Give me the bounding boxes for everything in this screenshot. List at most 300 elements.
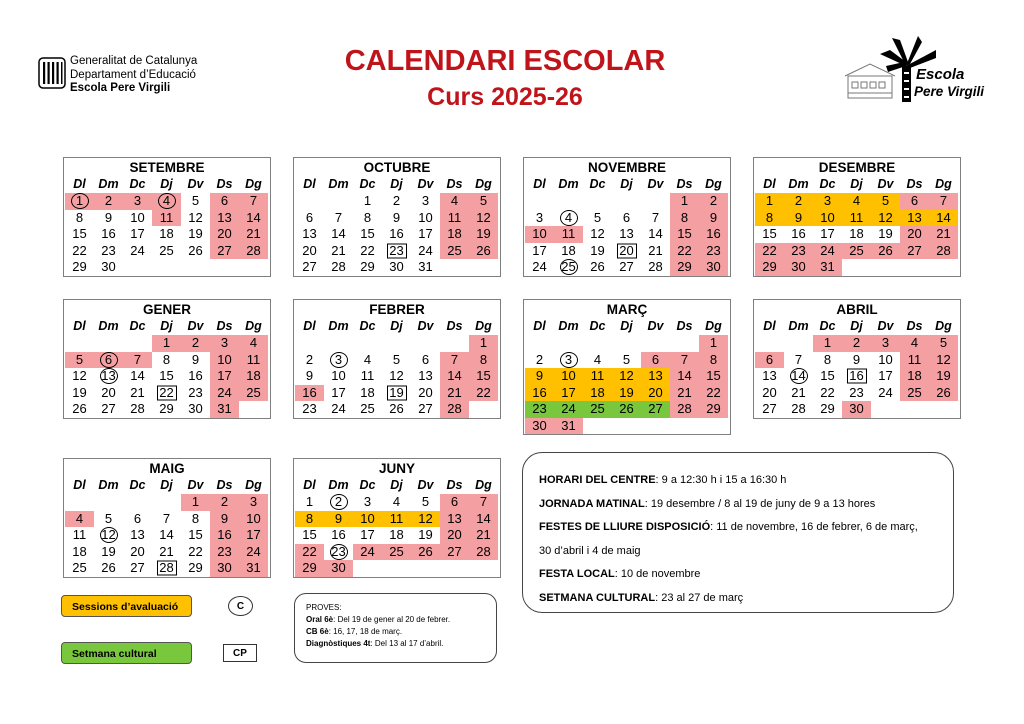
month-novembre <box>523 157 731 277</box>
day-cell: 22 <box>360 242 375 258</box>
day-cell: 15 <box>360 226 375 241</box>
day-cell: 21 <box>648 242 663 258</box>
day-cell: 21 <box>159 543 174 559</box>
day-cell: 21 <box>440 385 469 402</box>
day-cell: 11 <box>842 210 871 227</box>
day-cell: 21 <box>670 385 699 402</box>
weekday-header: Dc <box>129 478 146 492</box>
day-cell: 15 <box>188 527 203 542</box>
day-cell: 24 <box>239 544 268 561</box>
institution-line-1: Generalitat de Catalunya <box>70 55 198 67</box>
day-cell: 7 <box>929 193 958 210</box>
day-cell: 25 <box>554 259 583 276</box>
proves-diag-text: : Del 13 al 17 d’abril. <box>370 639 444 648</box>
proves-box <box>294 593 497 663</box>
day-cell: 30 <box>389 259 404 274</box>
day-cell: 14 <box>130 368 145 383</box>
day-cell: 31 <box>418 259 433 274</box>
day-cell: 18 <box>849 226 864 241</box>
weekday-header: Ds <box>446 177 463 191</box>
month-grid <box>64 477 270 577</box>
weekday-header: Dj <box>850 177 863 191</box>
weekday-header: Dv <box>417 319 434 333</box>
day-cell: 12 <box>411 511 440 528</box>
day-cell: 25 <box>842 243 871 260</box>
day-cell: 8 <box>755 210 784 227</box>
day-cell: 6 <box>641 352 670 369</box>
empty-cell <box>755 335 784 352</box>
day-cell: 7 <box>469 494 498 511</box>
day-cell: 2 <box>392 193 401 208</box>
day-cell: 17 <box>820 226 835 241</box>
weekday-header: Ds <box>906 319 923 333</box>
day-cell: 29 <box>159 401 174 416</box>
day-cell: 3 <box>363 494 372 509</box>
weekday-header: Dg <box>935 177 952 191</box>
day-cell: 3 <box>421 193 430 208</box>
day-cell: 10 <box>331 368 346 383</box>
day-cell: 2 <box>210 494 239 511</box>
day-cell: 25 <box>72 560 87 575</box>
day-cell: 24 <box>130 242 145 258</box>
day-cell: 15 <box>302 527 317 542</box>
day-cell: 18 <box>561 242 576 258</box>
day-cell: 2 <box>94 193 123 210</box>
month-grid <box>754 176 960 276</box>
weekday-header: Dj <box>620 319 633 333</box>
day-cell: 10 <box>210 352 239 369</box>
day-cell: 30 <box>324 560 353 577</box>
day-cell: 1 <box>363 193 372 208</box>
day-cell: 28 <box>929 243 958 260</box>
day-cell: 23 <box>302 401 317 416</box>
day-cell: 19 <box>72 384 87 400</box>
month-grid <box>64 176 270 276</box>
day-cell: 10 <box>813 210 842 227</box>
day-cell: 24 <box>878 384 893 400</box>
day-cell: 12 <box>94 527 123 544</box>
info-festes <box>539 516 953 540</box>
day-cell: 16 <box>842 368 871 385</box>
weekday-header: Dj <box>620 177 633 191</box>
empty-cell <box>641 335 670 352</box>
day-cell: 2 <box>842 335 871 352</box>
day-cell: 30 <box>699 259 728 276</box>
day-cell: 19 <box>382 385 411 402</box>
weekday-header: Dg <box>245 177 262 191</box>
day-cell: 14 <box>331 226 346 241</box>
day-cell: 25 <box>239 385 268 402</box>
day-cell: 5 <box>191 193 200 208</box>
day-cell: 6 <box>755 352 784 369</box>
day-cell: 17 <box>532 242 547 258</box>
weekday-header: Dv <box>417 177 434 191</box>
day-cell: 3 <box>554 352 583 369</box>
weekday-header: Dl <box>763 319 776 333</box>
day-cell: 22 <box>699 385 728 402</box>
institution-line-3: Escola Pere Virgili <box>70 82 171 94</box>
info-festes-text: : 11 de novembre, 16 de febrer, 6 de març, <box>710 521 918 533</box>
day-cell: 5 <box>104 510 113 526</box>
day-cell: 4 <box>363 351 372 367</box>
day-cell: 3 <box>813 193 842 210</box>
day-cell: 14 <box>648 226 663 241</box>
day-cell: 27 <box>641 401 670 418</box>
month-name: MARÇ <box>606 302 648 317</box>
weekday-header: Ds <box>446 319 463 333</box>
day-cell: 18 <box>900 368 929 385</box>
day-cell: 31 <box>210 401 239 418</box>
day-cell: 3 <box>123 193 152 210</box>
weekday-header: Dm <box>328 478 349 492</box>
info-horari-text: : 9 a 12:30 h i 15 a 16:30 h <box>655 474 787 486</box>
empty-cell <box>94 335 123 352</box>
month-maig <box>63 458 271 578</box>
day-cell: 20 <box>418 384 433 400</box>
weekday-header: Dg <box>475 177 492 191</box>
day-cell: 4 <box>554 210 583 227</box>
day-cell: 11 <box>583 368 612 385</box>
empty-cell <box>65 335 94 352</box>
info-festa-local <box>539 563 953 587</box>
day-cell: 7 <box>651 209 660 225</box>
day-cell: 27 <box>302 259 317 274</box>
day-cell: 9 <box>699 210 728 227</box>
day-cell: 12 <box>188 209 203 225</box>
empty-cell <box>612 193 641 210</box>
day-cell: 1 <box>813 335 842 352</box>
day-cell: 10 <box>130 209 145 225</box>
day-cell: 29 <box>699 401 728 418</box>
day-cell: 22 <box>152 385 181 402</box>
weekday-header: Dv <box>647 319 664 333</box>
day-cell: 4 <box>593 351 602 367</box>
day-cell: 16 <box>331 527 346 542</box>
proves-diag <box>306 638 496 650</box>
info-setmana <box>539 587 953 611</box>
proves-cb <box>306 626 496 638</box>
day-cell: 21 <box>130 384 145 400</box>
day-cell: 7 <box>123 352 152 369</box>
day-cell: 23 <box>188 384 203 400</box>
month-grid <box>64 318 270 418</box>
info-jornada-label: JORNADA MATINAL <box>539 497 645 510</box>
weekday-header: Dg <box>705 177 722 191</box>
day-cell: 13 <box>641 368 670 385</box>
empty-cell <box>440 335 469 352</box>
day-cell: 22 <box>469 385 498 402</box>
logo-text-2: Pere Virgili <box>914 84 985 99</box>
day-cell: 2 <box>324 494 353 511</box>
day-cell: 29 <box>188 560 203 575</box>
day-cell: 14 <box>929 210 958 227</box>
day-cell: 1 <box>670 193 699 210</box>
day-cell: 28 <box>331 259 346 274</box>
weekday-header: Dm <box>788 319 809 333</box>
day-cell: 27 <box>900 243 929 260</box>
month-abril <box>753 299 961 419</box>
weekday-header: Dl <box>303 478 316 492</box>
day-cell: 12 <box>469 210 498 227</box>
weekday-header: Dm <box>558 319 579 333</box>
weekday-header: Dj <box>160 319 173 333</box>
day-cell: 5 <box>392 351 401 367</box>
weekday-header: Dv <box>647 177 664 191</box>
day-cell: 5 <box>871 193 900 210</box>
day-cell: 19 <box>418 527 433 542</box>
day-cell: 14 <box>469 511 498 528</box>
weekday-header: Ds <box>676 319 693 333</box>
day-cell: 10 <box>878 351 893 367</box>
day-cell: 5 <box>622 351 631 367</box>
weekday-header: Ds <box>216 478 233 492</box>
day-cell: 15 <box>699 368 728 385</box>
weekday-header: Dm <box>788 177 809 191</box>
month-grid <box>294 176 500 276</box>
day-cell: 30 <box>210 560 239 577</box>
weekday-header: Dc <box>359 177 376 191</box>
day-cell: 27 <box>130 560 145 575</box>
day-cell: 8 <box>191 510 200 526</box>
day-cell: 22 <box>188 543 203 559</box>
day-cell: 23 <box>324 544 353 561</box>
month-name: ABRIL <box>836 302 878 317</box>
proves-cb-text: : 16, 17, 18 de març. <box>328 627 403 636</box>
day-cell: 24 <box>210 385 239 402</box>
day-cell: 8 <box>699 352 728 369</box>
day-cell: 8 <box>823 351 832 367</box>
day-cell: 9 <box>104 209 113 225</box>
month-name: FEBRER <box>369 302 425 317</box>
day-cell: 20 <box>440 527 469 544</box>
month-grid <box>294 477 500 577</box>
day-cell: 14 <box>239 210 268 227</box>
day-cell: 8 <box>162 351 171 367</box>
weekday-header: Dj <box>390 177 403 191</box>
weekday-header: Dj <box>850 319 863 333</box>
day-cell: 26 <box>590 259 605 274</box>
day-cell: 26 <box>101 560 116 575</box>
weekday-header: Dc <box>589 319 606 333</box>
empty-cell <box>784 335 813 352</box>
info-box <box>522 452 954 613</box>
day-cell: 3 <box>324 352 353 369</box>
day-cell: 6 <box>440 494 469 511</box>
weekday-header: Dg <box>245 319 262 333</box>
weekday-header: Dj <box>160 177 173 191</box>
legend-symbol-c: C <box>228 596 253 616</box>
day-cell: 7 <box>239 193 268 210</box>
day-cell: 7 <box>794 351 803 367</box>
empty-cell <box>65 494 94 511</box>
weekday-header: Dc <box>589 177 606 191</box>
proves-oral <box>306 614 496 626</box>
weekday-header: Dg <box>705 319 722 333</box>
weekday-header: Dl <box>73 177 86 191</box>
weekday-header: Dj <box>160 478 173 492</box>
day-cell: 28 <box>152 560 181 577</box>
day-cell: 25 <box>382 544 411 561</box>
day-cell: 15 <box>469 368 498 385</box>
day-cell: 23 <box>699 243 728 260</box>
weekday-header: Ds <box>216 177 233 191</box>
month-grid <box>524 176 730 276</box>
day-cell: 20 <box>900 226 929 243</box>
day-cell: 29 <box>72 259 87 274</box>
day-cell: 22 <box>295 544 324 561</box>
day-cell: 21 <box>239 226 268 243</box>
weekday-header: Dc <box>359 478 376 492</box>
day-cell: 15 <box>762 226 777 241</box>
day-cell: 25 <box>900 385 929 402</box>
info-festa-local-text: : 10 de novembre <box>614 568 701 580</box>
day-cell: 22 <box>820 384 835 400</box>
day-cell: 9 <box>305 368 314 383</box>
month-marc <box>523 299 731 435</box>
day-cell: 3 <box>871 335 900 352</box>
day-cell: 11 <box>239 352 268 369</box>
day-cell: 27 <box>619 259 634 274</box>
day-cell: 26 <box>389 401 404 416</box>
weekday-header: Dl <box>73 319 86 333</box>
day-cell: 8 <box>670 210 699 227</box>
day-cell: 8 <box>295 511 324 528</box>
month-name: SETEMBRE <box>129 160 205 175</box>
day-cell: 12 <box>871 210 900 227</box>
day-cell: 6 <box>133 510 142 526</box>
day-cell: 13 <box>440 511 469 528</box>
day-cell: 28 <box>648 259 663 274</box>
weekday-header: Dg <box>245 478 262 492</box>
empty-cell <box>525 193 554 210</box>
day-cell: 9 <box>784 210 813 227</box>
day-cell: 22 <box>755 243 784 260</box>
day-cell: 21 <box>791 384 806 400</box>
day-cell: 24 <box>554 401 583 418</box>
day-cell: 29 <box>820 401 835 416</box>
day-cell: 23 <box>210 544 239 561</box>
day-cell: 11 <box>440 210 469 227</box>
weekday-header: Dm <box>558 177 579 191</box>
day-cell: 18 <box>360 384 375 400</box>
day-cell: 11 <box>554 226 583 243</box>
day-cell: 30 <box>842 401 871 418</box>
day-cell: 13 <box>302 226 317 241</box>
page-title: CALENDARI ESCOLAR <box>344 45 666 77</box>
institution-header <box>38 55 197 96</box>
day-cell: 15 <box>159 368 174 383</box>
month-grid <box>754 318 960 418</box>
day-cell: 2 <box>784 193 813 210</box>
day-cell: 31 <box>813 259 842 276</box>
weekday-header: Dl <box>763 177 776 191</box>
month-setembre <box>63 157 271 277</box>
day-cell: 8 <box>469 352 498 369</box>
day-cell: 3 <box>210 335 239 352</box>
day-cell: 11 <box>382 511 411 528</box>
day-cell: 4 <box>440 193 469 210</box>
info-jornada-text: : 19 desembre / 8 al 19 de juny de 9 a 13 hores <box>644 497 876 510</box>
day-cell: 2 <box>699 193 728 210</box>
empty-cell <box>612 335 641 352</box>
month-octubre <box>293 157 501 277</box>
day-cell: 13 <box>94 368 123 385</box>
day-cell: 25 <box>440 243 469 260</box>
day-cell: 28 <box>239 243 268 260</box>
day-cell: 21 <box>469 527 498 544</box>
day-cell: 17 <box>554 385 583 402</box>
empty-cell <box>583 335 612 352</box>
day-cell: 10 <box>525 226 554 243</box>
weekday-header: Dc <box>819 177 836 191</box>
month-name: MAIG <box>149 461 185 476</box>
day-cell: 16 <box>101 226 116 241</box>
month-desembre <box>753 157 961 277</box>
month-grid <box>294 318 500 418</box>
empty-cell <box>353 335 382 352</box>
day-cell: 21 <box>929 226 958 243</box>
weekday-header: Dm <box>98 478 119 492</box>
empty-cell <box>525 335 554 352</box>
empty-cell <box>583 193 612 210</box>
info-setmana-label: SETMANA CULTURAL <box>539 591 656 604</box>
day-cell: 14 <box>784 368 813 385</box>
page-subtitle: Curs 2025-26 <box>427 83 583 111</box>
day-cell: 24 <box>331 401 346 416</box>
day-cell: 11 <box>360 368 375 383</box>
day-cell: 4 <box>65 511 94 528</box>
weekday-header: Dv <box>877 177 894 191</box>
weekday-header: Dl <box>533 319 546 333</box>
month-name: NOVEMBRE <box>587 160 666 175</box>
day-cell: 2 <box>305 351 314 367</box>
month-name: DESEMBRE <box>818 160 896 175</box>
day-cell: 22 <box>72 242 87 258</box>
school-logo-icon <box>840 36 995 111</box>
proves-oral-label: Oral 6è <box>306 615 334 624</box>
empty-cell <box>554 335 583 352</box>
day-cell: 9 <box>525 368 554 385</box>
month-grid <box>524 318 730 434</box>
day-cell: 9 <box>191 351 200 367</box>
day-cell: 27 <box>762 401 777 416</box>
day-cell: 7 <box>334 209 343 225</box>
month-gener <box>63 299 271 419</box>
day-cell: 11 <box>152 210 181 227</box>
day-cell: 12 <box>612 368 641 385</box>
day-cell: 11 <box>900 352 929 369</box>
info-horari-label: HORARI DEL CENTRE <box>539 474 656 486</box>
day-cell: 16 <box>295 385 324 402</box>
day-cell: 30 <box>784 259 813 276</box>
day-cell: 19 <box>929 368 958 385</box>
empty-cell <box>324 193 353 210</box>
day-cell: 24 <box>532 259 547 274</box>
day-cell: 9 <box>392 209 401 225</box>
day-cell: 26 <box>188 242 203 258</box>
day-cell: 6 <box>900 193 929 210</box>
day-cell: 12 <box>72 368 87 383</box>
weekday-header: Dv <box>877 319 894 333</box>
day-cell: 31 <box>554 418 583 435</box>
empty-cell <box>411 335 440 352</box>
day-cell: 13 <box>619 226 634 241</box>
info-festes-label: FESTES DE LLIURE DISPOSICIÓ <box>539 521 711 533</box>
month-name: OCTUBRE <box>363 160 431 175</box>
day-cell: 29 <box>295 560 324 577</box>
day-cell: 27 <box>210 243 239 260</box>
weekday-header: Dv <box>187 478 204 492</box>
